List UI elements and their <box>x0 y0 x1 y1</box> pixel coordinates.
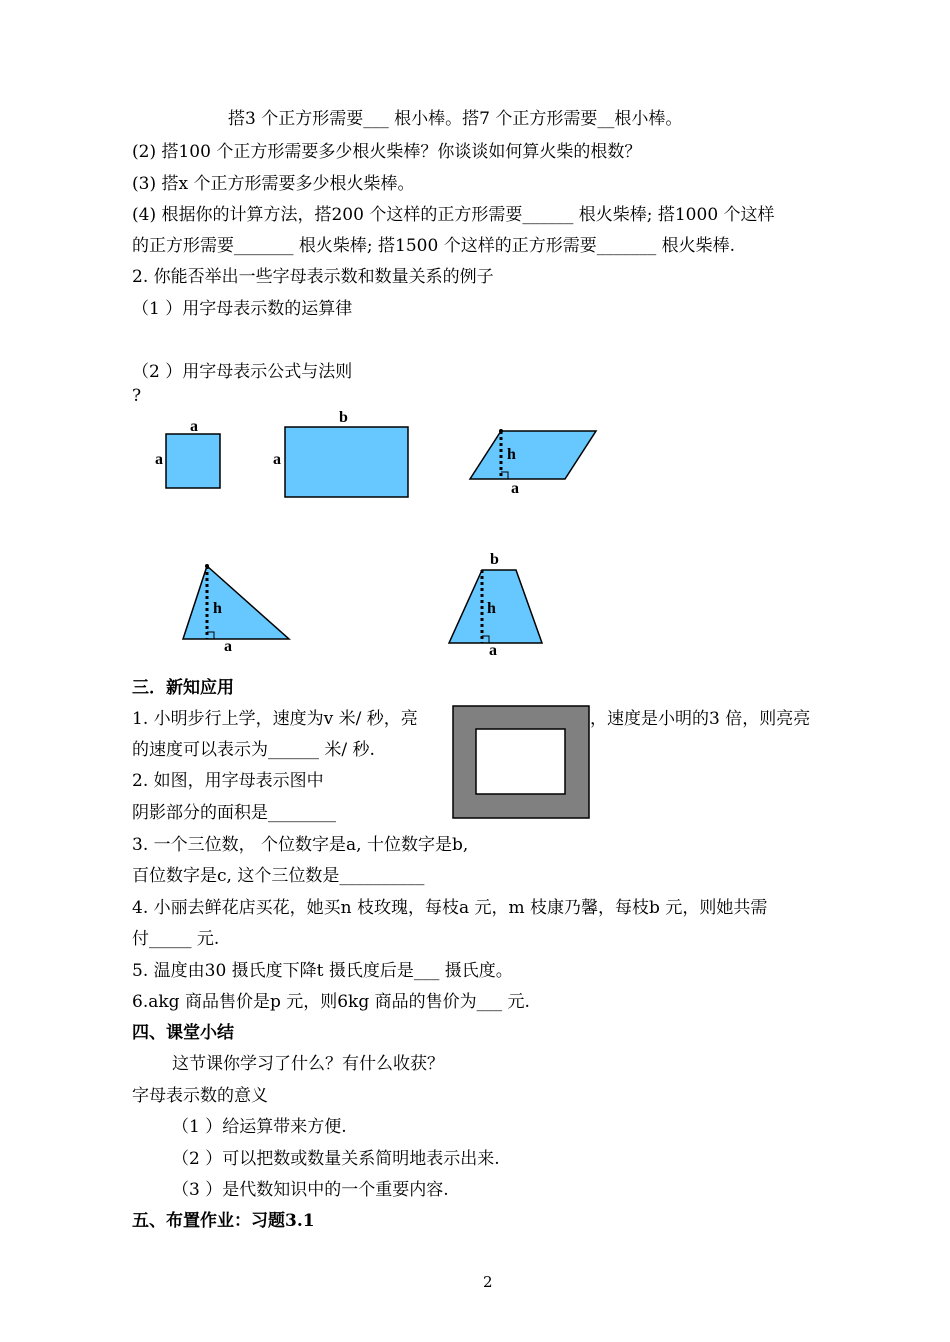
question-4-line-1: (4) 根据你的计算方法，搭200 个这样的正方形需要______ 根火柴棒; 搭1000 个这样 <box>132 205 775 225</box>
trapezoid-base-label: a <box>489 642 497 659</box>
problem-1-line-1: 1. 小明步行上学，速度为v 米/ 秒，亮 <box>132 709 418 729</box>
triangle-base-label: a <box>224 638 232 655</box>
question-4-line-2: 的正方形需要_______ 根火柴棒; 搭1500 个这样的正方形需要_______ 根火柴棒. <box>132 236 736 256</box>
triangle-height-label: h <box>213 600 222 617</box>
summary-item-2: （2 ）可以把数或数量关系简明地表示出来. <box>172 1149 500 1169</box>
summary-question: 这节课你学习了什么？有什么收获？ <box>172 1054 444 1074</box>
problem-3-line-1: 3. 一个三位数， 个位数字是a, 十位数字是b, <box>132 835 469 855</box>
rectangle-top-label: b <box>339 409 348 426</box>
triangle-shape <box>183 566 289 639</box>
summary-item-3: （3 ）是代数知识中的一个重要内容. <box>172 1180 449 1200</box>
square-top-label: a <box>190 418 198 435</box>
parallelogram-base-label: a <box>511 480 519 497</box>
page-number: 2 <box>483 1273 493 1291</box>
text-line-squares: 搭3 个正方形需要___ 根小棒。搭7 个正方形需要__根小棒。 <box>228 109 683 129</box>
square-left-label: a <box>155 451 163 468</box>
problem-2-line-1: 2. 如图，用字母表示图中 <box>132 771 324 791</box>
shaded-frame-inner <box>476 729 565 794</box>
question-3: (3) 搭x 个正方形需要多少根火柴棒。 <box>132 174 415 194</box>
summary-title: 字母表示数的意义 <box>132 1086 268 1106</box>
section-3-heading: 三．新知应用 <box>132 678 234 698</box>
problem-4-line-2: 付_____ 元. <box>132 929 220 949</box>
example-formulas: （2 ）用字母表示公式与法则 <box>132 362 353 382</box>
question-examples: 2. 你能否举出一些字母表示数和数量关系的例子 <box>132 267 494 287</box>
section-4-heading: 四、课堂小结 <box>132 1023 234 1043</box>
example-operation-laws: （1 ）用字母表示数的运算律 <box>132 299 353 319</box>
summary-item-1: （1 ）给运算带来方便. <box>172 1117 347 1137</box>
parallelogram-shape <box>470 431 596 479</box>
question-mark: ? <box>132 386 142 406</box>
problem-2-line-2: 阴影部分的面积是________ <box>132 803 336 823</box>
parallelogram-height-label: h <box>507 446 516 463</box>
rectangle-left-label: a <box>273 451 281 468</box>
problem-6: 6.akg 商品售价是p 元，则6kg 商品的售价为___ 元. <box>132 992 530 1012</box>
problem-5: 5. 温度由30 摄氏度下降t 摄氏度后是___ 摄氏度。 <box>132 961 513 981</box>
problem-1-line-1-cont: ，速度是小明的3 倍，则亮亮 <box>590 709 811 729</box>
problem-3-line-2: 百位数字是c, 这个三位数是__________ <box>132 866 425 886</box>
rectangle-shape <box>285 427 408 497</box>
problem-1-line-2: 的速度可以表示为______ 米/ 秒. <box>132 740 375 760</box>
section-5-heading: 五、布置作业：习题3.1 <box>132 1211 315 1231</box>
square-shape <box>166 434 220 488</box>
trapezoid-top-label: b <box>490 551 499 568</box>
problem-4-line-1: 4. 小丽去鲜花店买花，她买n 枝玫瑰，每枝a 元，m 枝康乃馨，每枝b 元，则她共需 <box>132 898 768 918</box>
trapezoid-height-label: h <box>487 600 496 617</box>
question-2: (2) 搭100 个正方形需要多少根火柴棒？你谈谈如何算火柴的根数？ <box>132 142 642 162</box>
